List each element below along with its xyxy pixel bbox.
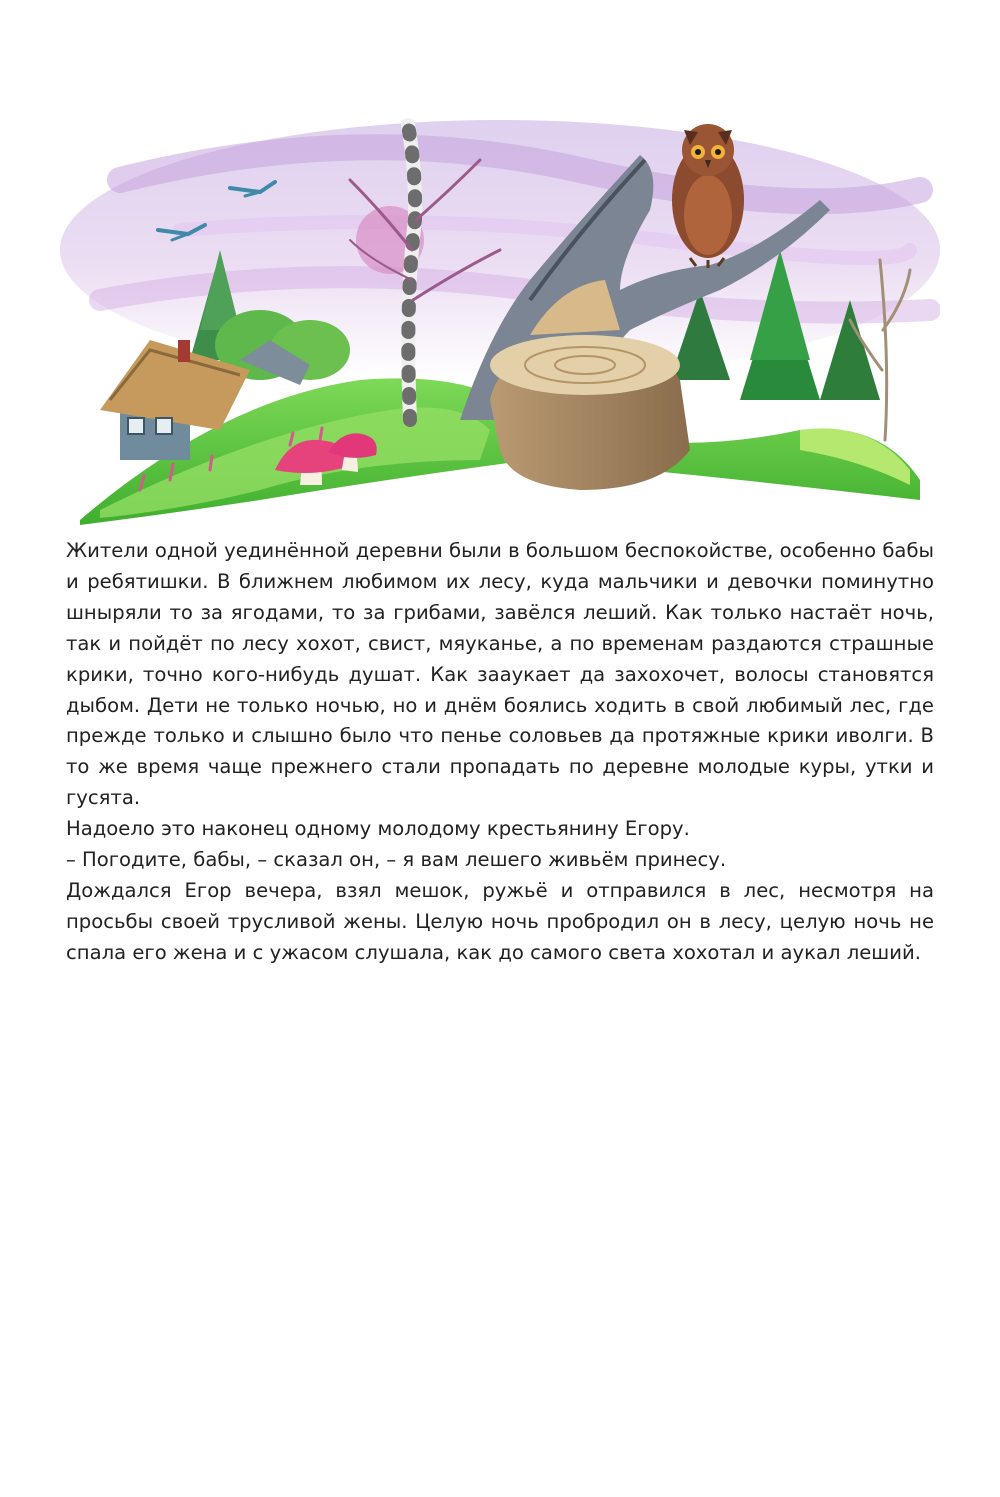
forest-illustration bbox=[60, 100, 940, 530]
story-paragraph: Дождался Егор вечера, взял мешок, ружьё и отправился в лес, несмотря на просьбы своей трусливой жены. Целую ночь пробродил он в лесу, целую ночь не спала его жена и с ужасом слушала, как до самого света хохотал и аукал леший. bbox=[66, 878, 934, 964]
story-text bbox=[66, 536, 934, 969]
story-paragraph: Надоело это наконец одному молодому крестьянину Егору. bbox=[66, 817, 690, 841]
story-paragraph: Жители одной уединённой деревни были в большом беспокойстве, особенно бабы и ребятишки. В ближнем любимом их лесу, куда мальчики и девочки поминутно шныряли то за ягодами, то за грибами, завёлся леший. Как только настаёт ночь, так и пойдёт по лесу хохот, свист, мяуканье, а по временам раздаются страшные крики, точно кого-нибудь душат. Как заaукает да захохочет, волосы становятся дыбом. Дети не только ночью, но и днём боялись ходить в свой любимый лес, где прежде только и слышно было что пенье соловьев да протяжные крики иволги. В то же время чаще прежнего стали пропадать по деревне молодые куры, утки и гусята. bbox=[66, 539, 934, 810]
story-paragraph: – Погодите, бабы, – сказал он, – я вам лешего живьём принесу. bbox=[66, 848, 727, 872]
